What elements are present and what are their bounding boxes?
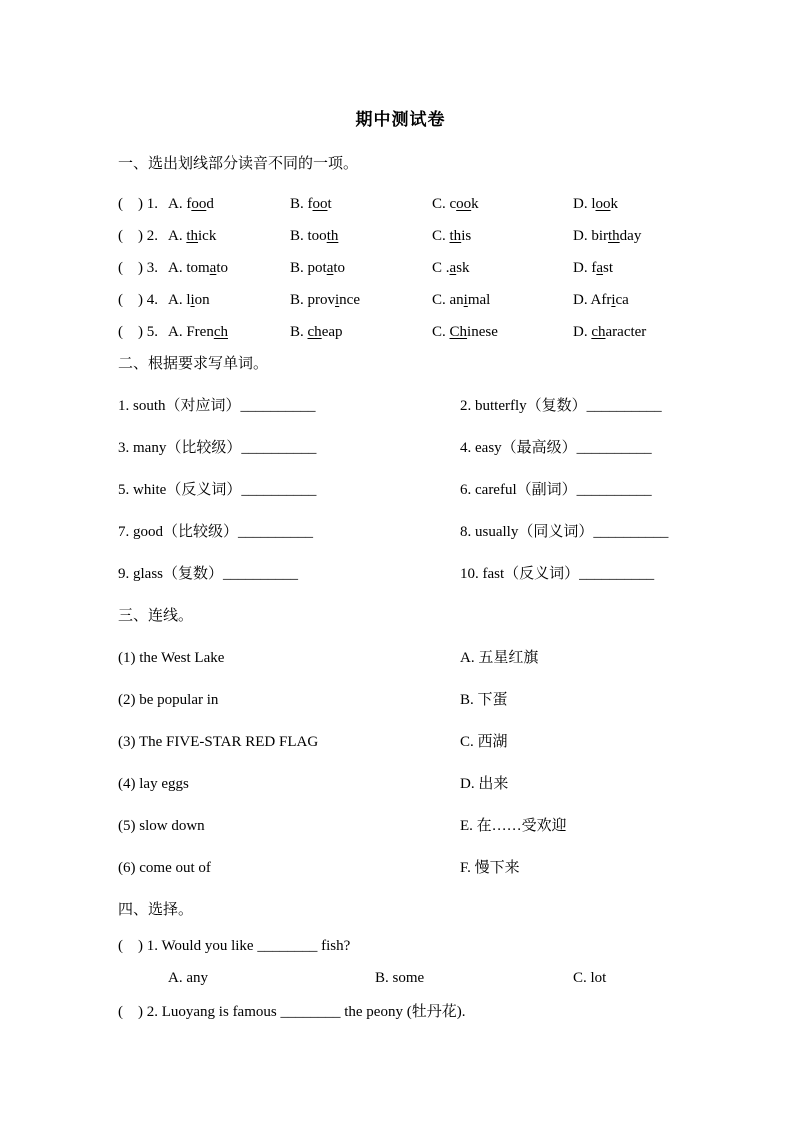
word-part: D. Afr xyxy=(573,292,612,308)
option-b: B. some xyxy=(375,970,425,986)
match-right-item: C. 西湖 xyxy=(460,734,508,750)
vocab-label: 10. fast（反义词） xyxy=(460,566,580,582)
matching-row xyxy=(118,734,683,750)
vocab-row xyxy=(118,482,683,498)
underlined-part: i xyxy=(463,292,468,308)
vocab-label: 1. south（对应词） xyxy=(118,398,241,414)
word-part: B. prov xyxy=(290,292,335,308)
vocab-label: 6. careful（副词） xyxy=(460,482,577,498)
underlined-part: i xyxy=(190,292,195,308)
vocab-item xyxy=(460,524,683,540)
option-a: A. any xyxy=(168,970,208,986)
match-right-item: B. 下蛋 xyxy=(460,692,508,708)
question-number: ( ) 2. xyxy=(118,228,158,244)
word-part: d xyxy=(206,196,214,212)
vocab-row xyxy=(118,566,683,582)
option-b xyxy=(290,324,432,340)
word-part: A. l xyxy=(168,292,191,308)
word-part: C. c xyxy=(432,196,457,212)
option-a xyxy=(168,292,290,308)
word-part: ick xyxy=(198,228,217,244)
vocab-row xyxy=(118,398,683,414)
option-b xyxy=(290,260,432,276)
underlined-part: a xyxy=(209,260,217,276)
underlined-part: a xyxy=(449,260,457,276)
vocab-label: 4. easy（最高级） xyxy=(460,440,577,456)
word-part: mal xyxy=(467,292,491,308)
answer-blank: __________ xyxy=(238,524,314,540)
vocab-row xyxy=(118,440,683,456)
word-part: C. xyxy=(432,228,450,244)
word-part: nce xyxy=(339,292,360,308)
choice-options-row xyxy=(118,970,683,986)
vocab-row xyxy=(118,524,683,540)
answer-blank: __________ xyxy=(241,440,317,456)
choice-question-2: ( ) 2. Luoyang is famous ________ the peony (牡丹花). xyxy=(118,1004,466,1020)
word-part: A. f xyxy=(168,196,192,212)
option-d xyxy=(573,196,683,212)
underlined-part: th xyxy=(186,228,199,244)
matching-row xyxy=(118,650,683,666)
underlined-part: a xyxy=(326,260,334,276)
answer-blank: __________ xyxy=(579,566,655,582)
question-number: ( ) 3. xyxy=(118,260,158,276)
word-part: sk xyxy=(456,260,470,276)
word-part: C . xyxy=(432,260,450,276)
word-part: C. xyxy=(432,324,450,340)
match-left-item: (3) The FIVE-STAR RED FLAG xyxy=(118,734,319,750)
word-part: k xyxy=(471,196,479,212)
underlined-part: oo xyxy=(312,196,328,212)
word-part: aracter xyxy=(605,324,647,340)
word-part: C. an xyxy=(432,292,464,308)
vocab-item xyxy=(118,398,460,414)
option-d xyxy=(573,228,683,244)
page-title: 期中测试卷 xyxy=(355,110,446,129)
word-part: B. pot xyxy=(290,260,327,276)
option-a xyxy=(168,260,290,276)
vocab-label: 5. white（反义词） xyxy=(118,482,242,498)
vocab-item xyxy=(118,482,460,498)
option-c xyxy=(432,228,573,244)
match-left-item: (2) be popular in xyxy=(118,692,219,708)
choice-question-1: ( ) 1. Would you like ________ fish? xyxy=(118,938,351,954)
answer-blank: __________ xyxy=(240,398,316,414)
option-a xyxy=(168,228,290,244)
option-c xyxy=(432,196,573,212)
word-part: A. xyxy=(168,228,187,244)
underlined-part: th xyxy=(608,228,620,244)
match-right-item: D. 出来 xyxy=(460,776,509,792)
underlined-part: a xyxy=(596,260,603,276)
match-right-item: F. 慢下来 xyxy=(460,860,520,876)
vocab-label: 8. usually（同义词） xyxy=(460,524,594,540)
word-part: day xyxy=(619,228,642,244)
vocab-label: 7. good（比较级） xyxy=(118,524,239,540)
phonics-question-row xyxy=(118,292,683,308)
phonics-question-row xyxy=(118,260,683,276)
matching-row xyxy=(118,860,683,876)
vocab-label: 3. many（比较级） xyxy=(118,440,242,456)
underlined-part: th xyxy=(449,228,462,244)
word-part: t xyxy=(327,196,332,212)
section1-heading: 一、选出划线部分读音不同的一项。 xyxy=(118,156,359,172)
phonics-question-row xyxy=(118,324,683,340)
answer-blank: __________ xyxy=(576,440,652,456)
underlined-part: ch xyxy=(213,324,228,340)
vocab-item xyxy=(118,524,460,540)
option-c xyxy=(432,260,573,276)
option-d xyxy=(573,260,683,276)
word-part: st xyxy=(603,260,614,276)
word-part: D. l xyxy=(573,196,596,212)
word-part: A. Fren xyxy=(168,324,214,340)
underlined-part: oo xyxy=(456,196,472,212)
option-d xyxy=(573,324,683,340)
matching-row xyxy=(118,692,683,708)
word-part: eap xyxy=(321,324,343,340)
word-part: A. tom xyxy=(168,260,210,276)
match-right-item: A. 五星红旗 xyxy=(460,650,539,666)
option-b xyxy=(290,292,432,308)
option-b xyxy=(290,196,432,212)
answer-blank: __________ xyxy=(586,398,662,414)
answer-blank: __________ xyxy=(241,482,317,498)
vocab-item xyxy=(460,566,683,582)
phonics-question-row xyxy=(118,196,683,212)
vocab-item xyxy=(460,482,683,498)
option-b xyxy=(290,228,432,244)
section4-heading: 四、选择。 xyxy=(118,902,194,918)
word-part: B. xyxy=(290,324,308,340)
match-left-item: (5) slow down xyxy=(118,818,205,834)
word-part: to xyxy=(216,260,229,276)
vocab-item xyxy=(460,440,683,456)
match-right-item: E. 在……受欢迎 xyxy=(460,818,567,834)
word-part: inese xyxy=(467,324,498,340)
answer-blank: __________ xyxy=(223,566,299,582)
word-part: B. too xyxy=(290,228,327,244)
question-number: ( ) 5. xyxy=(118,324,158,340)
word-part: on xyxy=(194,292,210,308)
section3-heading: 三、连线。 xyxy=(118,608,194,624)
option-a xyxy=(168,196,290,212)
vocab-label: 2. butterfly（复数） xyxy=(460,398,587,414)
option-c xyxy=(432,324,573,340)
word-part: B. f xyxy=(290,196,313,212)
underlined-part: i xyxy=(335,292,340,308)
option-a xyxy=(168,324,290,340)
matching-row xyxy=(118,818,683,834)
answer-blank: __________ xyxy=(576,482,652,498)
word-part: ca xyxy=(615,292,629,308)
option-c: C. lot xyxy=(573,970,607,986)
underlined-part: oo xyxy=(191,196,207,212)
word-part: D. bir xyxy=(573,228,608,244)
word-part: is xyxy=(461,228,472,244)
match-left-item: (1) the West Lake xyxy=(118,650,225,666)
question-number: ( ) 1. xyxy=(118,196,158,212)
underlined-part: i xyxy=(611,292,616,308)
match-left-item: (6) come out of xyxy=(118,860,211,876)
underlined-part: Ch xyxy=(449,324,468,340)
underlined-part: ch xyxy=(591,324,606,340)
word-part: to xyxy=(333,260,346,276)
vocab-item xyxy=(118,440,460,456)
word-part: D. f xyxy=(573,260,597,276)
option-c xyxy=(432,292,573,308)
question-number: ( ) 4. xyxy=(118,292,158,308)
matching-row xyxy=(118,776,683,792)
vocab-label: 9. glass（复数） xyxy=(118,566,224,582)
underlined-part: oo xyxy=(595,196,611,212)
word-part: k xyxy=(610,196,618,212)
phonics-question-row xyxy=(118,228,683,244)
underlined-part: ch xyxy=(307,324,322,340)
answer-blank: __________ xyxy=(593,524,669,540)
vocab-item xyxy=(460,398,683,414)
match-left-item: (4) lay eggs xyxy=(118,776,189,792)
section2-heading: 二、根据要求写单词。 xyxy=(118,356,269,372)
underlined-part: th xyxy=(326,228,339,244)
vocab-item xyxy=(118,566,460,582)
option-d xyxy=(573,292,683,308)
word-part: D. xyxy=(573,324,592,340)
